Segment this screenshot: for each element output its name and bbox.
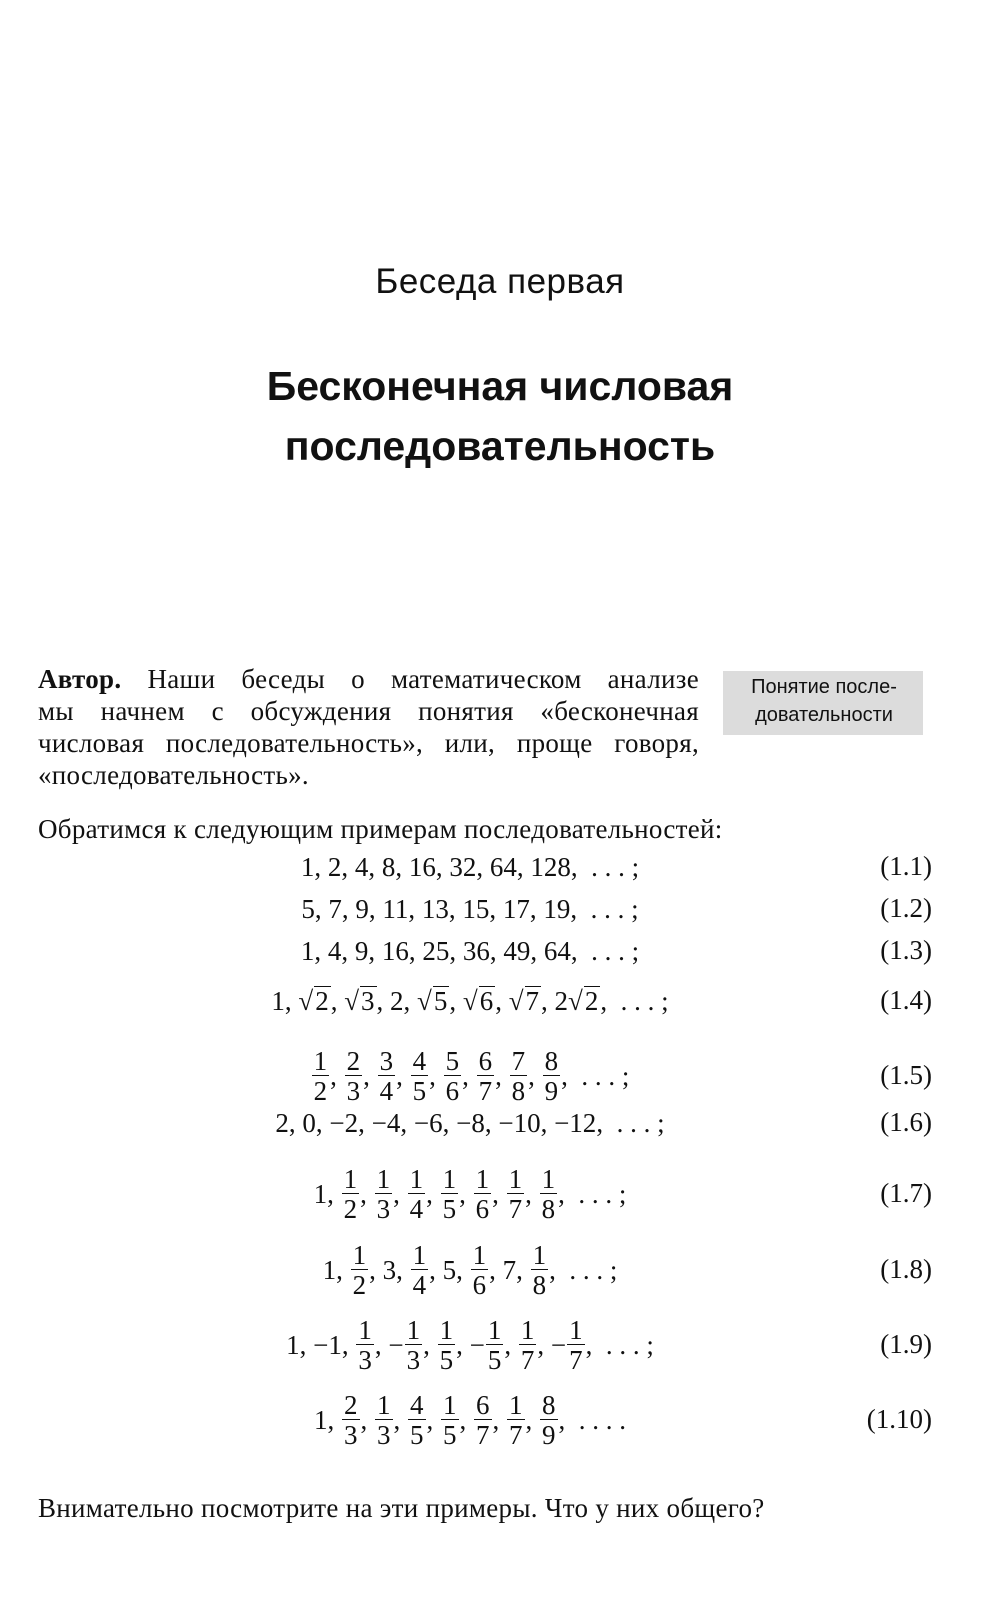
equation-number-1: (1.1) — [880, 851, 932, 881]
equation-3: 1, 4, 9, 16, 25, 36, 49, 64, . . . ; — [300, 935, 640, 966]
fraction-numerator: 1 — [442, 1163, 457, 1194]
fraction — [342, 1163, 360, 1224]
equation-number-2: (1.2) — [880, 893, 932, 923]
speaker-label: Автор. — [38, 664, 122, 694]
fraction-numerator: 4 — [410, 1389, 424, 1420]
equation-5: $\frac{1}{2}$ , $\frac{2}{3}$ , $\frac{3}{4}$ , $\frac{4}{5}$ , $\frac{5}{6}$ , $\frac{6}{7}$ , $\frac{7}{8}$ , $\frac{8}{9}$ , . . . ; — [313, 1045, 630, 1106]
intro-paragraph — [38, 663, 699, 791]
fraction — [408, 1163, 426, 1224]
fraction — [356, 1314, 374, 1375]
fraction-numerator: 1 — [358, 1314, 372, 1345]
fraction-denominator: 8 — [532, 1269, 547, 1300]
fraction-denominator: 6 — [445, 1075, 460, 1106]
fraction-numerator: 1 — [475, 1163, 490, 1194]
fraction-numerator: 6 — [476, 1389, 490, 1420]
radicand: 2 — [584, 986, 599, 1017]
fraction-denominator: 6 — [475, 1193, 490, 1224]
fraction-numerator: 1 — [376, 1163, 391, 1194]
fraction — [543, 1045, 561, 1106]
fraction-denominator: 3 — [346, 1075, 361, 1106]
intro-line-1-text: Наши беседы о математическом анализе — [147, 664, 699, 694]
fraction-denominator: 8 — [511, 1075, 526, 1106]
fraction — [510, 1045, 528, 1106]
fraction-numerator: 1 — [412, 1239, 427, 1270]
fraction — [531, 1239, 549, 1300]
equation-number-5: (1.5) — [880, 1060, 932, 1090]
fraction-denominator: 4 — [409, 1193, 424, 1224]
intro-line-4: «последовательность». — [38, 760, 309, 790]
fraction-numerator: 5 — [445, 1045, 460, 1076]
fraction-denominator: 7 — [520, 1344, 535, 1375]
fraction-numerator: 1 — [406, 1314, 421, 1345]
fraction-denominator: 5 — [439, 1344, 454, 1375]
fraction-denominator: 7 — [476, 1419, 490, 1450]
fraction-numerator: 6 — [478, 1045, 493, 1076]
equation-10: 1, $\frac{2}{3}$ , $\frac{1}{3}$ , $\frac{4}{5}$ , $\frac{1}{5}$ , $\frac{6}{7}$ , $\frac{1}{7}$ , $\frac{8}{9}$ , . . . . — [314, 1389, 626, 1450]
intro-line-1 — [38, 663, 699, 695]
fraction — [441, 1163, 459, 1224]
fraction-numerator: 1 — [377, 1389, 391, 1420]
fraction — [519, 1314, 537, 1375]
conversation-label: Беседа первая — [375, 262, 625, 301]
equation-6: 2, 0, −2, −4, −6, −8, −10, −12, . . . ; — [275, 1107, 665, 1138]
fraction — [411, 1045, 429, 1106]
equation-number-10: (1.10) — [866, 1404, 932, 1434]
fraction-denominator: 5 — [487, 1344, 502, 1375]
fraction — [375, 1163, 393, 1224]
fraction-numerator: 3 — [379, 1045, 394, 1076]
fraction — [351, 1239, 369, 1300]
fraction-numerator: 1 — [443, 1389, 457, 1420]
fraction — [477, 1045, 495, 1106]
fraction-denominator: 9 — [544, 1075, 559, 1106]
fraction — [486, 1314, 504, 1375]
chapter-title-line-2: последовательность — [284, 423, 716, 469]
fraction — [540, 1389, 558, 1450]
fraction — [342, 1389, 360, 1450]
fraction-denominator: 2 — [352, 1269, 367, 1300]
fraction — [375, 1389, 393, 1450]
fraction-numerator: 1 — [569, 1314, 583, 1345]
radicand: 3 — [361, 986, 375, 1017]
fraction-numerator: 4 — [412, 1045, 427, 1076]
fraction-denominator: 3 — [358, 1344, 372, 1375]
intro-line-3: числовая последовательность», или, проще говоря, — [38, 728, 699, 758]
fraction-denominator: 3 — [376, 1193, 391, 1224]
chapter-title-line-1: Бесконечная числовая — [266, 363, 734, 409]
fraction-numerator: 1 — [487, 1314, 502, 1345]
fraction-denominator: 2 — [313, 1075, 328, 1106]
fraction-denominator: 5 — [442, 1193, 457, 1224]
equation-7: 1, $\frac{1}{2}$ , $\frac{1}{3}$ , $\frac{1}{4}$ , $\frac{1}{5}$ , $\frac{1}{6}$ , $\frac{1}{7}$ , $\frac{1}{8}$ , . . . ; — [313, 1163, 627, 1224]
fraction-denominator: 4 — [379, 1075, 394, 1106]
fraction — [471, 1239, 489, 1300]
fraction-denominator: 6 — [472, 1269, 487, 1300]
radicand: 6 — [479, 986, 494, 1017]
fraction-numerator: 1 — [343, 1163, 358, 1194]
margin-note-line-2: довательности — [755, 704, 893, 726]
fraction — [345, 1045, 363, 1106]
fraction-denominator: 7 — [478, 1075, 493, 1106]
fraction-numerator: 1 — [520, 1314, 535, 1345]
fraction — [507, 1163, 525, 1224]
radicand: 7 — [525, 986, 540, 1017]
fraction — [507, 1389, 525, 1450]
fraction-numerator: 8 — [542, 1389, 556, 1420]
fraction-denominator: 8 — [541, 1193, 556, 1224]
fraction-numerator: 1 — [409, 1163, 424, 1194]
equation-number-3: (1.3) — [880, 935, 932, 965]
lead-text: Обратимся к следующим примерам последовательностей: — [38, 814, 723, 844]
fraction-numerator: 1 — [472, 1239, 487, 1270]
equation-2: 5, 7, 9, 11, 13, 15, 17, 19, . . . ; — [301, 893, 639, 924]
chapter-title — [0, 356, 1000, 476]
equation-number-8: (1.8) — [880, 1254, 932, 1284]
fraction-denominator: 2 — [343, 1193, 358, 1224]
fraction — [312, 1045, 330, 1106]
fraction — [411, 1239, 429, 1300]
fraction — [408, 1389, 426, 1450]
equation-9: 1, −1, $\frac{1}{3}$ , − $\frac{1}{3}$ , $\frac{1}{5}$ , − $\frac{1}{5}$ , $\frac{1}{7}$ , − $\frac{1}{7}$ , . . . ; — [286, 1314, 654, 1375]
fraction — [474, 1389, 492, 1450]
fraction-numerator: 7 — [511, 1045, 526, 1076]
fraction — [567, 1314, 585, 1375]
fraction — [540, 1163, 558, 1224]
closing-question: Внимательно посмотрите на эти примеры. Что у них общего? — [38, 1493, 765, 1523]
fraction-denominator: 7 — [569, 1344, 583, 1375]
fraction — [438, 1314, 456, 1375]
fraction-denominator: 3 — [377, 1419, 391, 1450]
fraction-numerator: 8 — [544, 1045, 559, 1076]
fraction-denominator: 5 — [410, 1419, 424, 1450]
fraction — [474, 1163, 492, 1224]
equation-number-4: (1.4) — [880, 985, 932, 1015]
fraction-numerator: 1 — [508, 1163, 523, 1194]
fraction-denominator: 7 — [508, 1193, 523, 1224]
fraction-numerator: 1 — [532, 1239, 547, 1270]
equation-8: 1, $\frac{1}{2}$ , 3, $\frac{1}{4}$ , 5, $\frac{1}{6}$ , 7, $\frac{1}{8}$ , . . . ; — [322, 1239, 618, 1300]
fraction-denominator: 4 — [412, 1269, 427, 1300]
fraction-numerator: 1 — [541, 1163, 556, 1194]
fraction-denominator: 7 — [509, 1419, 523, 1450]
fraction-denominator: 5 — [443, 1419, 457, 1450]
equation-number-6: (1.6) — [880, 1107, 932, 1137]
fraction-numerator: 1 — [313, 1045, 328, 1076]
equation-4: 1, √ 2 , √ 3 , 2, √ 5 , √ 6 , √ 7 , 2√ 2 , . . . ; — [271, 985, 669, 1017]
intro-line-2: мы начнем с обсуждения понятия «бесконечная — [38, 696, 699, 726]
equation-1: 1, 2, 4, 8, 16, 32, 64, 128, . . . ; — [300, 851, 640, 882]
radicand: 5 — [433, 986, 448, 1017]
fraction-denominator: 3 — [406, 1344, 421, 1375]
radicand: 2 — [315, 986, 329, 1017]
fraction — [444, 1045, 462, 1106]
fraction — [405, 1314, 423, 1375]
fraction — [378, 1045, 396, 1106]
equation-number-9: (1.9) — [880, 1329, 932, 1359]
fraction-numerator: 2 — [344, 1389, 358, 1420]
fraction-numerator: 2 — [346, 1045, 361, 1076]
fraction-denominator: 5 — [412, 1075, 427, 1106]
fraction-denominator: 9 — [542, 1419, 556, 1450]
margin-note-line-1: Понятие после- — [751, 676, 897, 698]
fraction — [441, 1389, 459, 1450]
fraction-numerator: 1 — [439, 1314, 454, 1345]
fraction-numerator: 1 — [352, 1239, 367, 1270]
margin-note — [723, 671, 923, 735]
equation-number-7: (1.7) — [880, 1178, 932, 1208]
fraction-numerator: 1 — [509, 1389, 523, 1420]
fraction-denominator: 3 — [344, 1419, 358, 1450]
